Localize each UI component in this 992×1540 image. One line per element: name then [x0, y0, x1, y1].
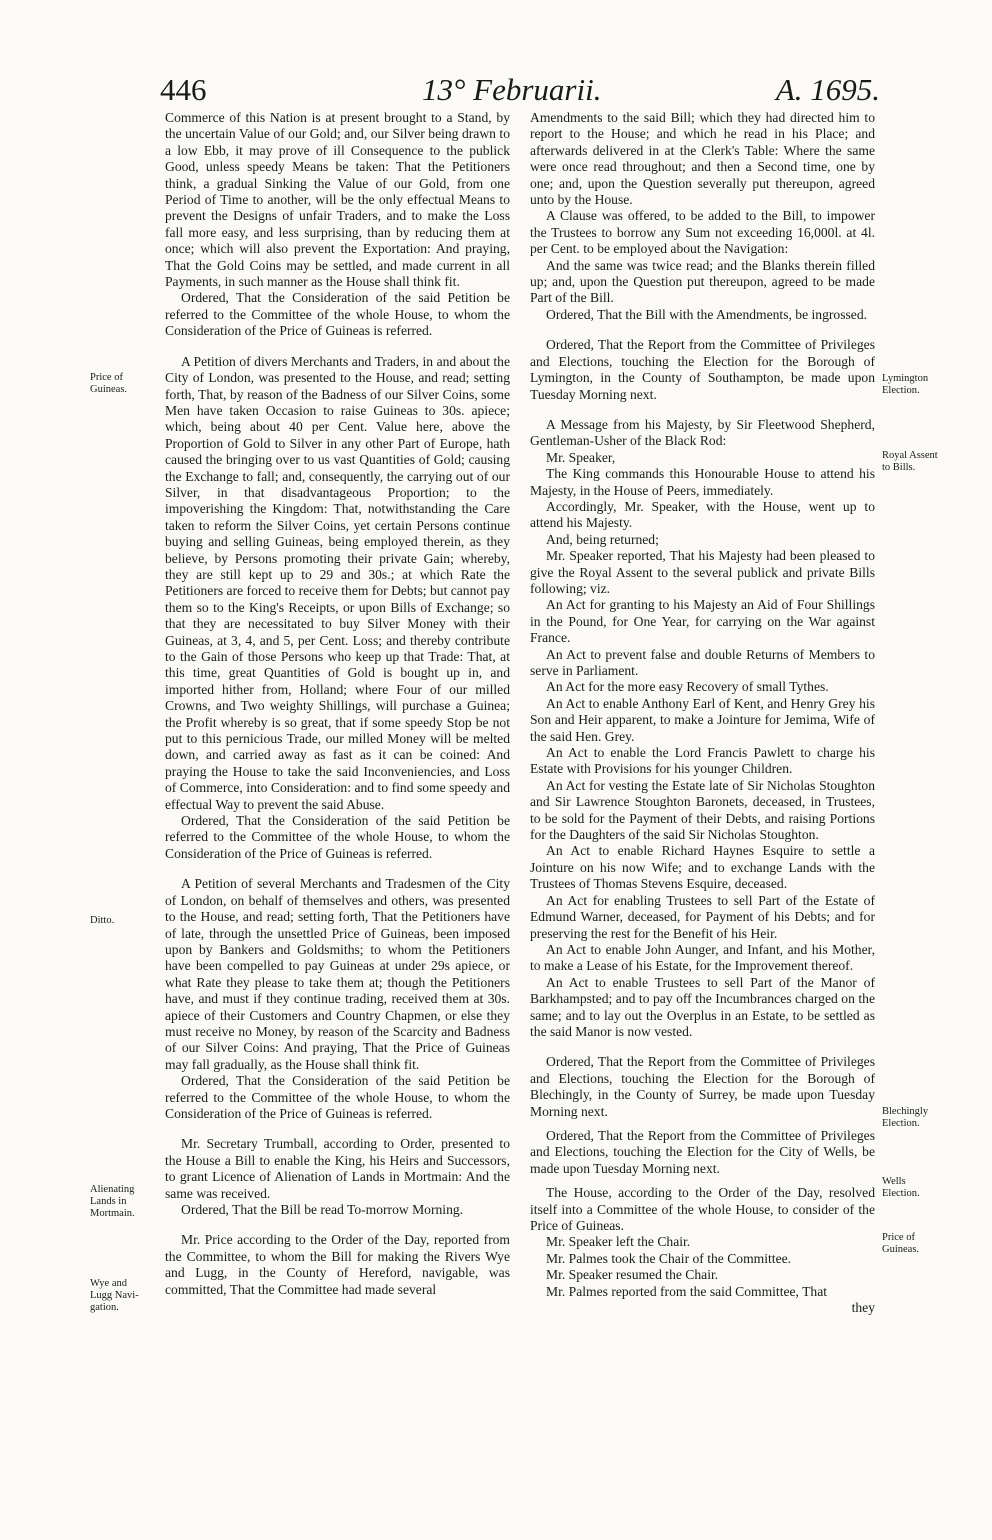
margin-note-lymington: Lymington Election. — [882, 373, 929, 396]
paragraph: Ordered, That the Consideration of the said Petition be referred to the Committee of the whole House, to whom the Consideration of the Price of Guineas is referred. — [165, 1073, 510, 1121]
paragraph: An Act to enable Richard Haynes Esquire to settle a Jointure on his now Wife; and to exchange Lands with the Trustees of Thomas Stevens Esquire, deceased. — [530, 843, 875, 892]
margin-note-blechingly: Blechingly Election. — [882, 1106, 929, 1129]
paragraph: Mr. Speaker resumed the Chair. — [546, 1267, 719, 1283]
paragraph: Ordered, That the Bill with the Amendments, be ingrossed. — [546, 306, 868, 322]
paragraph: An Act for vesting the Estate late of Sir Nicholas Stoughton and Sir Lawrence Stoughton Baronets, deceased, in Trustees, to be sold for the Payment of their Debts, and raising Portions for the Daughters of the said Sir Nicholas Stoughton. — [530, 777, 875, 843]
paragraph: Accordingly, Mr. Speaker, with the House, went up to attend his Majesty. — [530, 498, 875, 531]
paragraph: Mr. Speaker reported, That his Majesty had been pleased to give the Royal Assent to the several publick and private Bills following; viz. — [530, 548, 875, 596]
paragraph: Ordered, That the Consideration of the said Petition be referred to the Committee of the whole House, to whom the Consideration of the Price of Guineas is referred. — [165, 813, 510, 861]
paragraph: An Act for granting to his Majesty an Aid of Four Shillings in the Pound, for One Year, for carrying on the War against France. — [530, 597, 875, 646]
paragraph: A Clause was offered, to be added to the Bill, to impower the Trustees to borrow any Sum not exceeding 16,000l. at 4l. per Cent. to be employed about the Navigation: — [530, 208, 875, 257]
page-date: 13° Februarii. — [422, 72, 602, 107]
paragraph: Ordered, That the Consideration of the said Petition be referred to the Committee of the whole House, to whom the Consideration of the Price of Guineas is referred. — [165, 290, 510, 339]
paragraph: An Act for enabling Trustees to sell Part of the Estate of Edmund Warner, deceased, for Payment of his Debts; and for preserving the rest for the Benefit of his Heir. — [530, 892, 875, 941]
paragraph: The King commands this Honourable House to attend his Majesty, in the House of Peers, immediately. — [530, 466, 875, 498]
margin-note-royal-assent: Royal Assent to Bills. — [882, 450, 938, 473]
catchword: they — [851, 1300, 875, 1316]
paragraph: A Message from his Majesty, by Sir Fleetwood Shepherd, Gentleman-Usher of the Black Rod: — [530, 416, 875, 449]
page-number: 446 — [160, 72, 207, 107]
paragraph: Amendments to the said Bill; which they had directed him to report to the House; and which he read in his Place; and afterwards delivered in at the Clerk's Table: Where the same were once read throughout; and then a Second time, one by one; and, upon the Question severally put thereupon, agreed unto by the House. — [530, 110, 875, 208]
paragraph: The House, according to the Order of the Day, resolved itself into a Committee of the whole House, to consider of the Price of Guineas. — [530, 1185, 875, 1233]
paragraph: Mr. Price according to the Order of the Day, reported from the Committee, to whom the Bill for making the Rivers Wye and Lugg, in the County of Hereford, navigable, was committed, That the Committee had made several — [165, 1232, 510, 1297]
paragraph: Commerce of this Nation is at present brought to a Stand, by the uncertain Value of our Gold; and, our Silver being drawn to a low Ebb, it may prove of ill Consequence to the publick Good, unless speedy Means be taken: That the Petitioners think, a gradual Sinking the Value of our Gold, from one Period of Time to another, will be the only effectual Means to prevent the Designs of unfair Traders, and to make the Loss fall more easy, and less surprising, than by reducing them at once; which will also prevent the Exportation: And praying, That the Gold Coins may be settled, and made current in all Payments, in such manner as the House shall think fit. — [165, 110, 510, 290]
paragraph: An Act to enable the Lord Francis Pawlett to charge his Estate with Provisions for his younger Children. — [530, 745, 875, 777]
margin-note-wye-lugg: Wye and Lugg Navi- gation. — [90, 1278, 139, 1313]
paragraph: An Act to prevent false and double Returns of Members to serve in Parliament. — [530, 646, 875, 678]
paragraph: Mr. Speaker left the Chair. — [546, 1234, 691, 1250]
paragraph: And the same was twice read; and the Blanks therein filled up; and, upon the Question put thereupon, agreed to be made Part of the Bill. — [530, 257, 875, 306]
page-header — [160, 72, 880, 112]
paragraph: A Petition of several Merchants and Tradesmen of the City of London, on behalf of themselves and others, was presented to the House, and read; setting forth, That the Petitioners have of late, through the unsettled Price of Guineas, been imposed upon by Bankers and Goldsmiths; to whom the Petitioners have been compelled to pay Guineas at under 29s apiece, or what Rate they please to take them at; though the Petitioners have, and must if they continue trading, received them at 30s. apiece of their Customers and Country Chapmen, or else they must receive no Money, by reason of the Scarcity and Badness of our Silver Coins: And praying, That the Price of Guineas may fall gradually, as the House shall think fit. — [165, 876, 510, 1072]
right-column — [530, 110, 875, 1316]
paragraph: Ordered, That the Report from the Committee of Privileges and Elections, touching the Election for the Borough of Lymington, in the County of Southampton, be made upon Tuesday Morning next. — [530, 337, 875, 402]
margin-note-price-of-guineas-2: Price of Guineas. — [882, 1232, 920, 1255]
paragraph: An Act to enable John Aunger, and Infant, and his Mother, to make a Lease of his Estate, for the Improvement thereof. — [530, 941, 875, 974]
paragraph: Mr. Secretary Trumball, according to Order, presented to the House a Bill to enable the King, his Heirs and Successors, to grant Licence of Alienation of Lands in Mortmain: And the same was received. — [165, 1136, 510, 1201]
paragraph: And, being returned; — [546, 531, 659, 547]
paragraph: An Act to enable Anthony Earl of Kent, and Henry Grey his Son and Heir apparent, to make a Jointure for Jemima, Wife of the said Hen. Grey. — [530, 695, 875, 744]
paragraph: Ordered, That the Report from the Committee of Privileges and Elections, touching the Election for the Borough of Blechingly, in the County of Surrey, be made upon Tuesday Morning next. — [530, 1054, 875, 1119]
paragraph: Ordered, That the Bill be read To-morrow Morning. — [181, 1202, 464, 1217]
paragraph: Ordered, That the Report from the Committee of Privileges and Elections, touching the Election for the City of Wells, be made upon Tuesday Morning next. — [530, 1127, 875, 1176]
margin-note-price-of-guineas: Price of Guineas. — [90, 372, 128, 395]
margin-note-wells: Wells Election. — [882, 1176, 920, 1199]
page-year: A. 1695. — [775, 72, 880, 107]
paragraph: A Petition of divers Merchants and Traders, in and about the City of London, was presented to the House, and read; setting forth, That, by reason of the Badness of our Silver Coins, some Men have taken Occasion to raise Guineas to 30s. apiece; which, being about 40 per Cent. Value here, above the Proportion of Gold to Silver in any other Part of Europe, hath caused the bringing over to us vast Quantities of Gold; causing the Exchange to fall; and, consequently, the carrying out of our Silver, in that disadvantageous Proportion; to the impoverishing the Kingdom: That, notwithstanding the Care taken to reform the Silver Coins, yet certain Persons continue buying and selling Guineas, being employed therein, as they believe, by Persons promoting their private Gain; whereby, they are still kept up to 29 and 30s.; at which Rate the Petitioners are forced to receive them for Debts; but cannot pay them so to the King's Receipts, or upon Bills of Exchange; so that they are necessitated to buy Silver Money with their Guineas, at 3, 4, and 5, per Cent. Loss; and thereby contribute to the Gain of those Persons who keep up that Trade: That, at this time, great Quantities of Gold is bought up in, and imported hither from, Holland; where Four of our milled Crowns, and Two weighty Shillings, will purchase a Guinea; the Profit whereby is so great, that if some speedy Stop be not put to this pernicious Trade, our milled Money will be melted down, and carried away as fast as it can be coined: And praying the House to take the said Inconveniencies, and Loss of Commerce, into Consideration: and to find some speedy and effectual Way to prevent the said Abuse. — [165, 353, 511, 812]
paragraph: An Act to enable Trustees to sell Part of the Manor of Barkhampsted; and to pay off the Incumbrances charged on the same; and to lay out the Overplus in an Estate, to be settled as the said Manor is now vested. — [530, 974, 875, 1039]
paragraph: Mr. Palmes reported from the said Committee, That — [546, 1283, 828, 1299]
paragraph: Mr. Palmes took the Chair of the Committee. — [546, 1250, 792, 1266]
paragraph: An Act for the more easy Recovery of small Tythes. — [546, 679, 829, 695]
margin-note-ditto: Ditto. — [90, 915, 115, 926]
left-column — [165, 110, 510, 1298]
paragraph: Mr. Speaker, — [546, 449, 616, 465]
margin-note-alienating: Alienating Lands in Mortmain. — [90, 1184, 135, 1219]
